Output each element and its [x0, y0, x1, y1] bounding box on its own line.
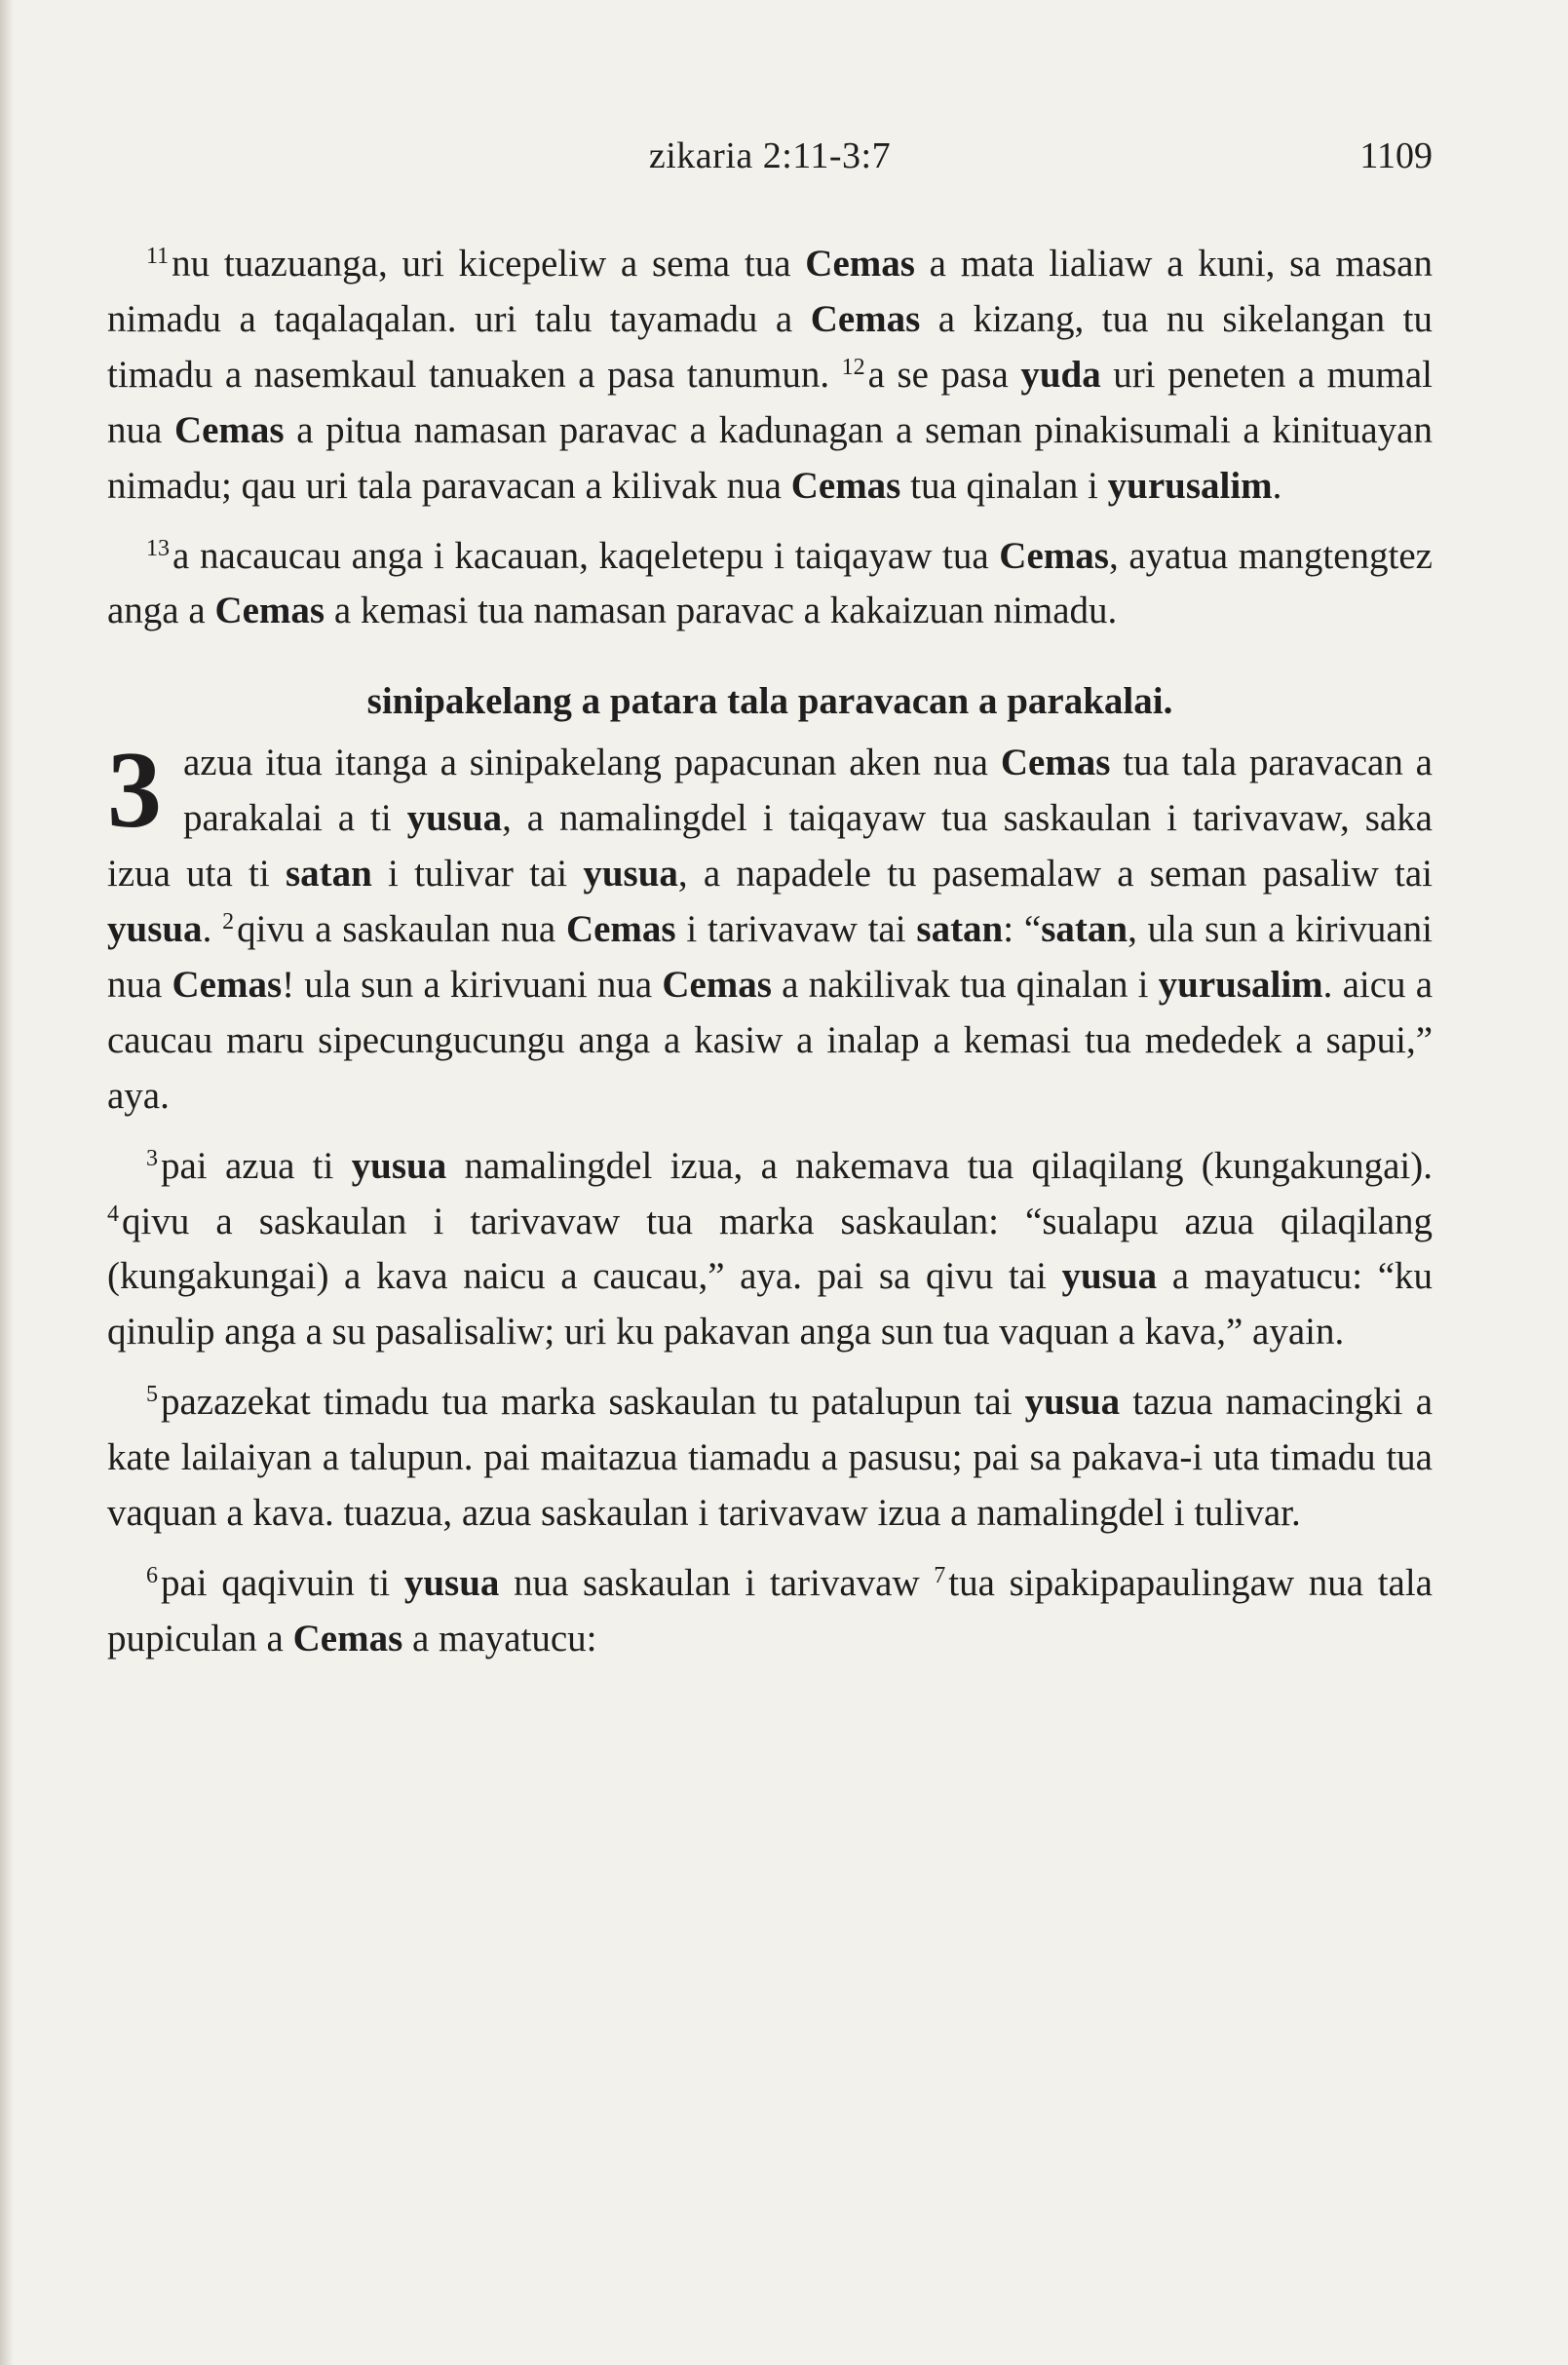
page-edge — [0, 0, 14, 2365]
bold-name: Cemas — [565, 907, 676, 950]
bold-name: Cemas — [662, 963, 772, 1006]
verse-text: , a namalingdel i taiqayaw tua saskaulan i tarivavaw, saka izua uta ti — [107, 797, 1433, 896]
verse-number: 4 — [107, 1201, 119, 1227]
verse-number: 2 — [222, 908, 235, 935]
verse-text: i tarivavaw tai — [675, 907, 917, 950]
verse-number: 13 — [146, 535, 170, 561]
verse-number: 11 — [146, 244, 170, 269]
page-number: 1109 — [1359, 135, 1433, 176]
verse-text: namalingdel izua, a nakemava tua qilaqilang (kungakungai). — [446, 1144, 1433, 1187]
verse-text: a kizang, tua nu sikelangan tu timadu a nasemkaul tanuaken a pasa tanumun. — [107, 297, 1433, 396]
bold-name: satan — [916, 907, 1004, 950]
verse-text: tazua namacingki a kate lailaiyan a talupun. pai maitazua tiamadu a pasusu; pai sa pakava-i uta timadu tua vaquan a kava. tuazua, azua saskaulan i tarivavaw izua a namalingdel i tulivar. — [107, 1381, 1433, 1535]
verse-text: . — [1272, 464, 1282, 507]
verse-text: a nacaucau anga i kacauan, kaqeletepu i taiqayaw tua — [172, 534, 1000, 577]
verse-text: a se pasa — [867, 353, 1021, 396]
bold-name: Cemas — [810, 297, 921, 340]
bold-name: yusua — [403, 1561, 500, 1604]
verse-number: 12 — [841, 354, 865, 380]
verse-text: nua saskaulan i tarivavaw — [499, 1561, 935, 1604]
verse-text: , ayatua mangtengtez anga a — [107, 534, 1433, 632]
verse-text: a nakilivak tua qinalan i — [771, 963, 1159, 1006]
verse-text: pazazekat timadu tua marka saskaulan tu patalupun tai — [161, 1381, 1025, 1424]
verse-text: nu tuazuanga, uri kicepeliw a sema tua — [172, 243, 806, 285]
verse-number: 7 — [934, 1562, 946, 1588]
bold-name: Cemas — [214, 590, 325, 632]
bold-name: satan — [285, 853, 372, 896]
verse-text: azua itua itanga a sinipakelang papacunan aken nua — [183, 742, 1001, 784]
verse-paragraph — [107, 1375, 1433, 1542]
verse-text: , ula sun a kirivuani nua — [107, 907, 1434, 1006]
section-heading: sinipakelang a patara tala paravacan a parakalai. — [366, 680, 1173, 723]
bold-name: Cemas — [173, 408, 285, 451]
page-header — [107, 134, 1433, 183]
verse-text: . — [202, 907, 223, 950]
verse-text: , a napadele tu pasemalaw a seman pasaliw tai — [677, 853, 1433, 896]
bold-name: Cemas — [172, 963, 283, 1006]
verse-text: pai azua ti — [161, 1144, 352, 1187]
bold-name: yurusalim — [1158, 963, 1323, 1006]
bold-name: Cemas — [999, 534, 1109, 577]
verse-paragraph — [107, 1556, 1433, 1667]
page-body — [107, 237, 1433, 1682]
verse-text: a kemasi tua namasan paravac a kakaizuan nimadu. — [325, 590, 1118, 632]
bold-name: Cemas — [805, 243, 915, 285]
verse-text: uri peneten a mumal nua — [107, 353, 1433, 451]
verse-text: : “ — [1003, 907, 1042, 950]
verse-paragraph — [107, 529, 1433, 640]
bold-name: Cemas — [1000, 742, 1111, 784]
running-head: zikaria 2:11-3:7 — [648, 135, 892, 176]
verse-text: pai qaqivuin ti — [161, 1561, 404, 1604]
verse-text: qivu a saskaulan i tarivavaw tua marka saskaulan: “sualapu azua qilaqilang (kungakungai) a kava naicu a caucau,” aya. pai sa qivu tai — [107, 1200, 1433, 1298]
verse-paragraph — [107, 237, 1433, 515]
verse-text: a mata lialiaw a kuni, sa masan nimadu a taqalaqalan. uri talu tayamadu a — [107, 243, 1433, 340]
verse-text: a mayatucu: — [402, 1617, 597, 1659]
bold-name: yusua — [351, 1144, 447, 1187]
bold-name: satan — [1041, 907, 1128, 950]
bold-name: Cemas — [292, 1617, 403, 1659]
bold-name: yusua — [1024, 1381, 1121, 1424]
verse-text: . aicu a caucau maru sipecungucungu anga a kasiw a inalap a kemasi tua mededek a sapui,” aya. — [107, 963, 1434, 1117]
bold-name: yuda — [1020, 353, 1101, 396]
verse-text: ! ula sun a kirivuani nua — [282, 963, 663, 1006]
verse-number: 3 — [146, 1145, 158, 1171]
verse-text: qivu a saskaulan nua — [237, 907, 566, 950]
verse-text: a pitua namasan paravac a kadunagan a seman pinakisumali a kinituayan nimadu; qau uri tala paravacan a kilivak nua — [107, 408, 1433, 507]
bold-name: yusua — [406, 797, 503, 840]
verse-number: 6 — [146, 1562, 158, 1588]
verse-paragraph — [107, 730, 1434, 1124]
verse-number: 5 — [146, 1382, 158, 1408]
verse-text: tua sipakipapaulingaw nua tala pupiculan a — [107, 1561, 1433, 1659]
bold-name: yusua — [107, 907, 203, 950]
verse-text: tua tala paravacan a parakalai a ti — [183, 742, 1433, 840]
verse-paragraph — [107, 1139, 1433, 1361]
verse-text: a mayatucu: “ku qinulip anga a su pasalisaliw; uri ku pakavan anga sun tua vaquan a kava,” ayain. — [107, 1255, 1433, 1354]
bold-name: yusua — [1061, 1255, 1158, 1298]
bold-name: Cemas — [790, 464, 901, 507]
verse-text: i tulivar tai — [371, 853, 584, 896]
bold-name: yurusalim — [1107, 464, 1273, 507]
verse-text: tua qinalan i — [900, 464, 1108, 507]
chapter-number: 3 — [107, 730, 162, 852]
bold-name: yusua — [583, 853, 678, 896]
